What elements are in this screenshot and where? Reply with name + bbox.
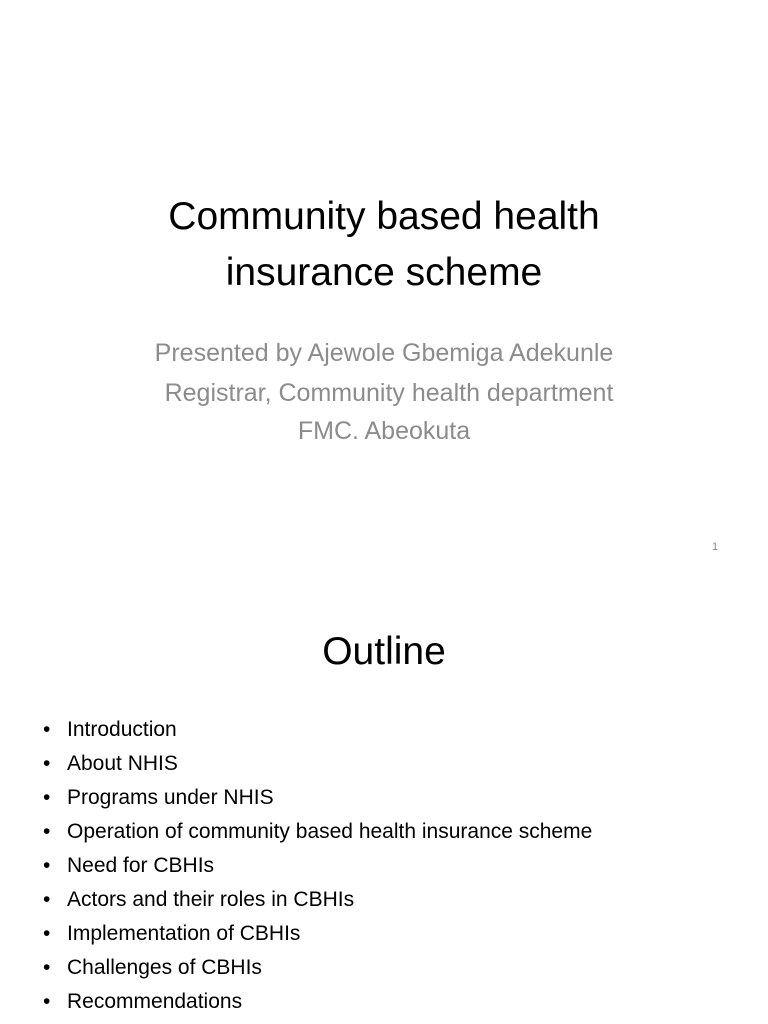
slide-subtitle — [0, 333, 768, 451]
list-item-text: Challenges of CBHIs — [67, 956, 262, 979]
list-item — [0, 849, 768, 883]
list-item-text: Implementation of CBHIs — [67, 922, 301, 945]
bullet-icon: • — [43, 752, 51, 775]
list-item — [0, 951, 768, 985]
bullet-icon: • — [43, 922, 51, 945]
title-line-2: insurance scheme — [225, 251, 543, 294]
bullet-list — [0, 713, 768, 1019]
subtitle-line-3: FMC. Abeokuta — [297, 417, 471, 445]
bullet-icon: • — [43, 820, 51, 843]
list-item — [0, 985, 768, 1019]
list-item-text: Recommendations — [67, 990, 243, 1013]
subtitle-line-1: Presented by Ajewole Gbemiga Adekunle — [154, 339, 614, 367]
list-item-text: Operation of community based health insurance scheme — [67, 820, 593, 843]
list-item — [0, 781, 768, 815]
list-item-text: Need for CBHIs — [67, 854, 215, 877]
subtitle-line-2: Registrar, Community health department — [164, 379, 614, 407]
slide-2 — [0, 576, 768, 1024]
bullet-icon: • — [43, 956, 51, 979]
list-item — [0, 883, 768, 917]
bullet-icon: • — [43, 854, 51, 877]
title-line-1: Community based health — [168, 195, 600, 238]
bullet-icon: • — [43, 888, 51, 911]
list-item-text: About NHIS — [67, 752, 178, 775]
list-item — [0, 713, 768, 747]
list-item-text: Actors and their roles in CBHIs — [67, 888, 355, 911]
slide-title — [0, 189, 768, 301]
bullet-icon: • — [43, 786, 51, 809]
bullet-icon: • — [43, 990, 51, 1013]
list-item-text: Introduction — [67, 718, 177, 741]
list-item — [0, 815, 768, 849]
bullet-icon: • — [43, 718, 51, 741]
list-item-text: Programs under NHIS — [67, 786, 274, 809]
page-number: 1 — [712, 541, 719, 553]
slide-title: Outline — [322, 630, 446, 673]
list-item — [0, 747, 768, 781]
list-item — [0, 917, 768, 951]
